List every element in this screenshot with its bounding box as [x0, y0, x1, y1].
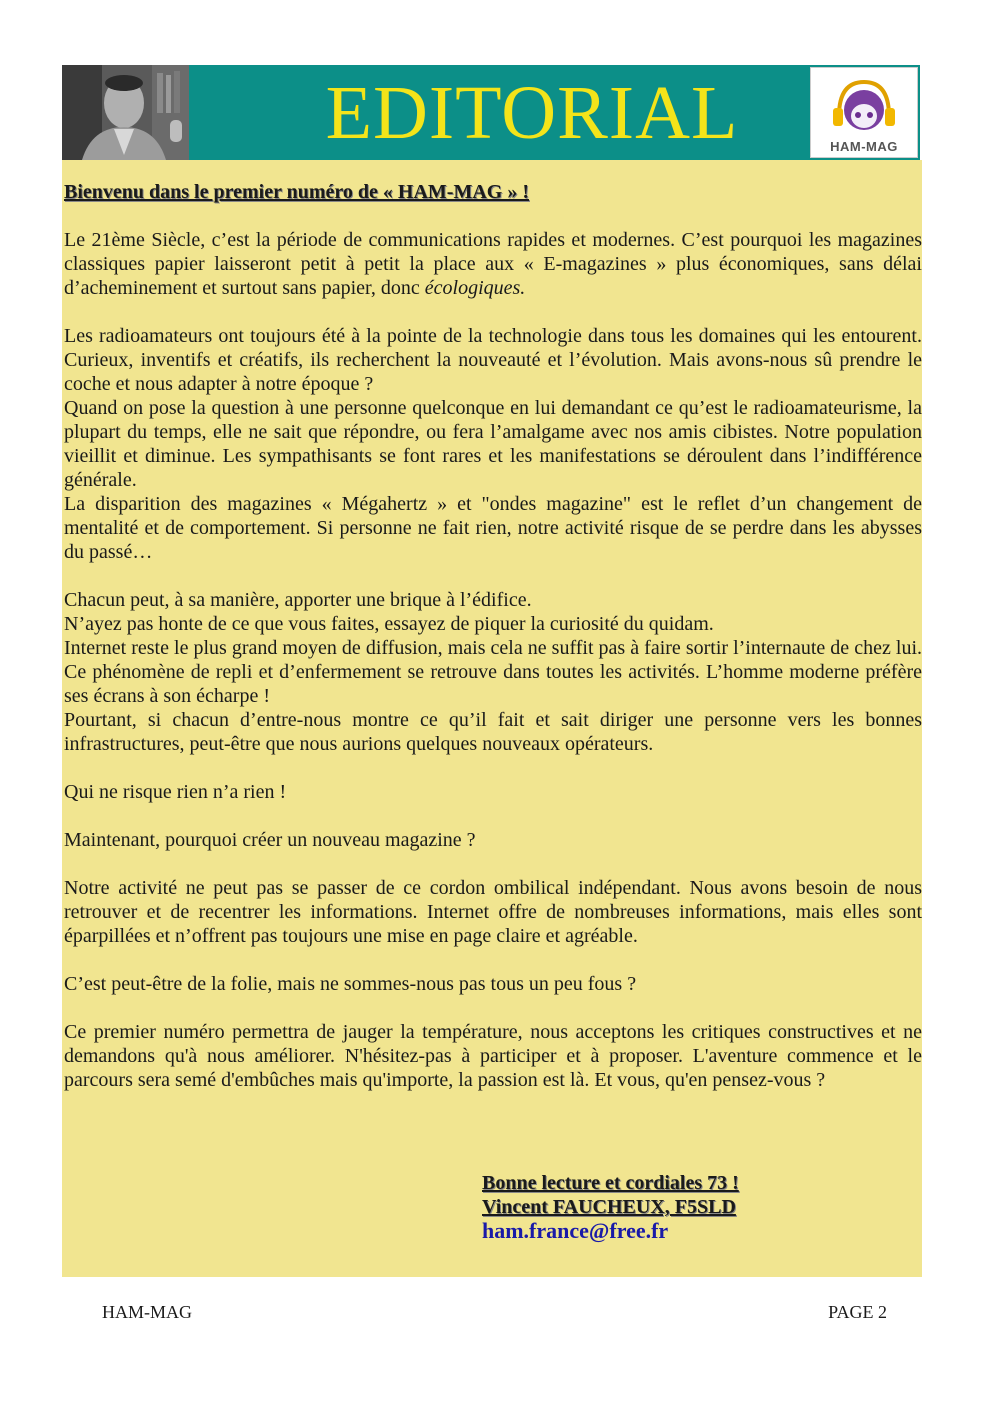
paragraph-10: Maintenant, pourquoi créer un nouveau magazine ?: [64, 829, 476, 851]
paragraph-9: Qui ne risque rien n’a rien !: [64, 781, 287, 803]
author-name: Vincent FAUCHEUX, F5SLD: [482, 1196, 736, 1218]
paragraph-11: Notre activité ne peut pas se passer de ce cordon ombilical indépendant. Nous avons besoin de nous retrouver et de recentrer les informations. Internet offre de nombreuses informations, mais elles sont éparpillées et n’offrent pas toujours une mise en page claire et agréable.: [64, 877, 922, 947]
author-photo: [62, 65, 189, 160]
paragraph-1: [64, 228, 922, 300]
editorial-body: [62, 160, 922, 1277]
paragraph-4: La disparition des magazines « Mégahertz » et "ondes magazine" est le reflet d’un changement de mentalité et de comportement. Si personne ne fait rien, notre activité risque de se perdre dans les abysses du passé…: [64, 493, 922, 563]
ham-mag-logo: [810, 67, 918, 158]
logo-text: HAM-MAG: [830, 139, 898, 154]
author-email-link[interactable]: ham.france@free.fr: [482, 1218, 669, 1243]
paragraph-5: Chacun peut, à sa manière, apporter une brique à l’édifice.: [64, 589, 532, 611]
paragraph-12: C’est peut-être de la folie, mais ne sommes-nous pas tous un peu fous ?: [64, 973, 637, 995]
signature-block: [482, 1171, 739, 1243]
page-title: EDITORIAL: [325, 71, 739, 155]
footer-magazine-name: HAM-MAG: [102, 1302, 192, 1322]
paragraph-8: Pourtant, si chacun d’entre-nous montre ce qu’il fait et sait diriger une personne vers les bonnes infrastructures, peut-être que nous aurions quelques nouveaux opérateurs.: [64, 709, 922, 755]
paragraph-13: Ce premier numéro permettra de jauger la température, nous acceptons les critiques constructives et ne demandons qu'à nous améliorer. N'hésitez-pas à participer et à proposer. L'aventure commence et le parcours sera semé d'embûches mais qu'importe, la passion est là. Et vous, qu'en pensez-vous ?: [64, 1021, 922, 1091]
paragraph-6: N’ayez pas honte de ce que vous faites, essayez de piquer la curiosité du quidam.: [64, 613, 714, 635]
paragraph-2: Les radioamateurs ont toujours été à la pointe de la technologie dans tous les domaines qui les entourent. Curieux, inventifs et créatifs, ils recherchent la nouveauté et l’évolution. Mais avons-nous sû prendre le coche et nous adapter à notre époque ?: [64, 325, 922, 395]
closing-line: Bonne lecture et cordiales 73 !: [482, 1172, 739, 1194]
editorial-banner: [62, 65, 920, 160]
paragraph-1-text: Le 21ème Siècle, c’est la période de communications rapides et modernes. C’est pourquoi les magazines classiques papier laisseront petit à petit la place aux « E-magazines » plus économiques, sans délai d’acheminement et surtout sans papier, donc: [64, 229, 922, 299]
paragraph-7: Internet reste le plus grand moyen de diffusion, mais cela ne suffit pas à faire sortir l’internaute de chez lui. Ce phénomène de repli et d’enfermement se retrouve dans toutes les activités. L’homme moderne préfère ses écrans à son écharpe !: [64, 637, 922, 707]
footer-page-number: PAGE 2: [828, 1302, 887, 1322]
paragraph-3: Quand on pose la question à une personne quelconque en lui demandant ce qu’est le radioamateurisme, la plupart du temps, elle ne sait que répondre, ou fera l’amalgame avec nos amis cibistes. Notre population vieillit et diminue. Les sympathisants se font rares et les manifestations se déroulent dans l’indifférence générale.: [64, 397, 922, 491]
paragraph-1-italic: écologiques.: [424, 277, 526, 299]
welcome-heading: Bienvenu dans le premier numéro de « HAM-MAG » !: [64, 181, 529, 203]
